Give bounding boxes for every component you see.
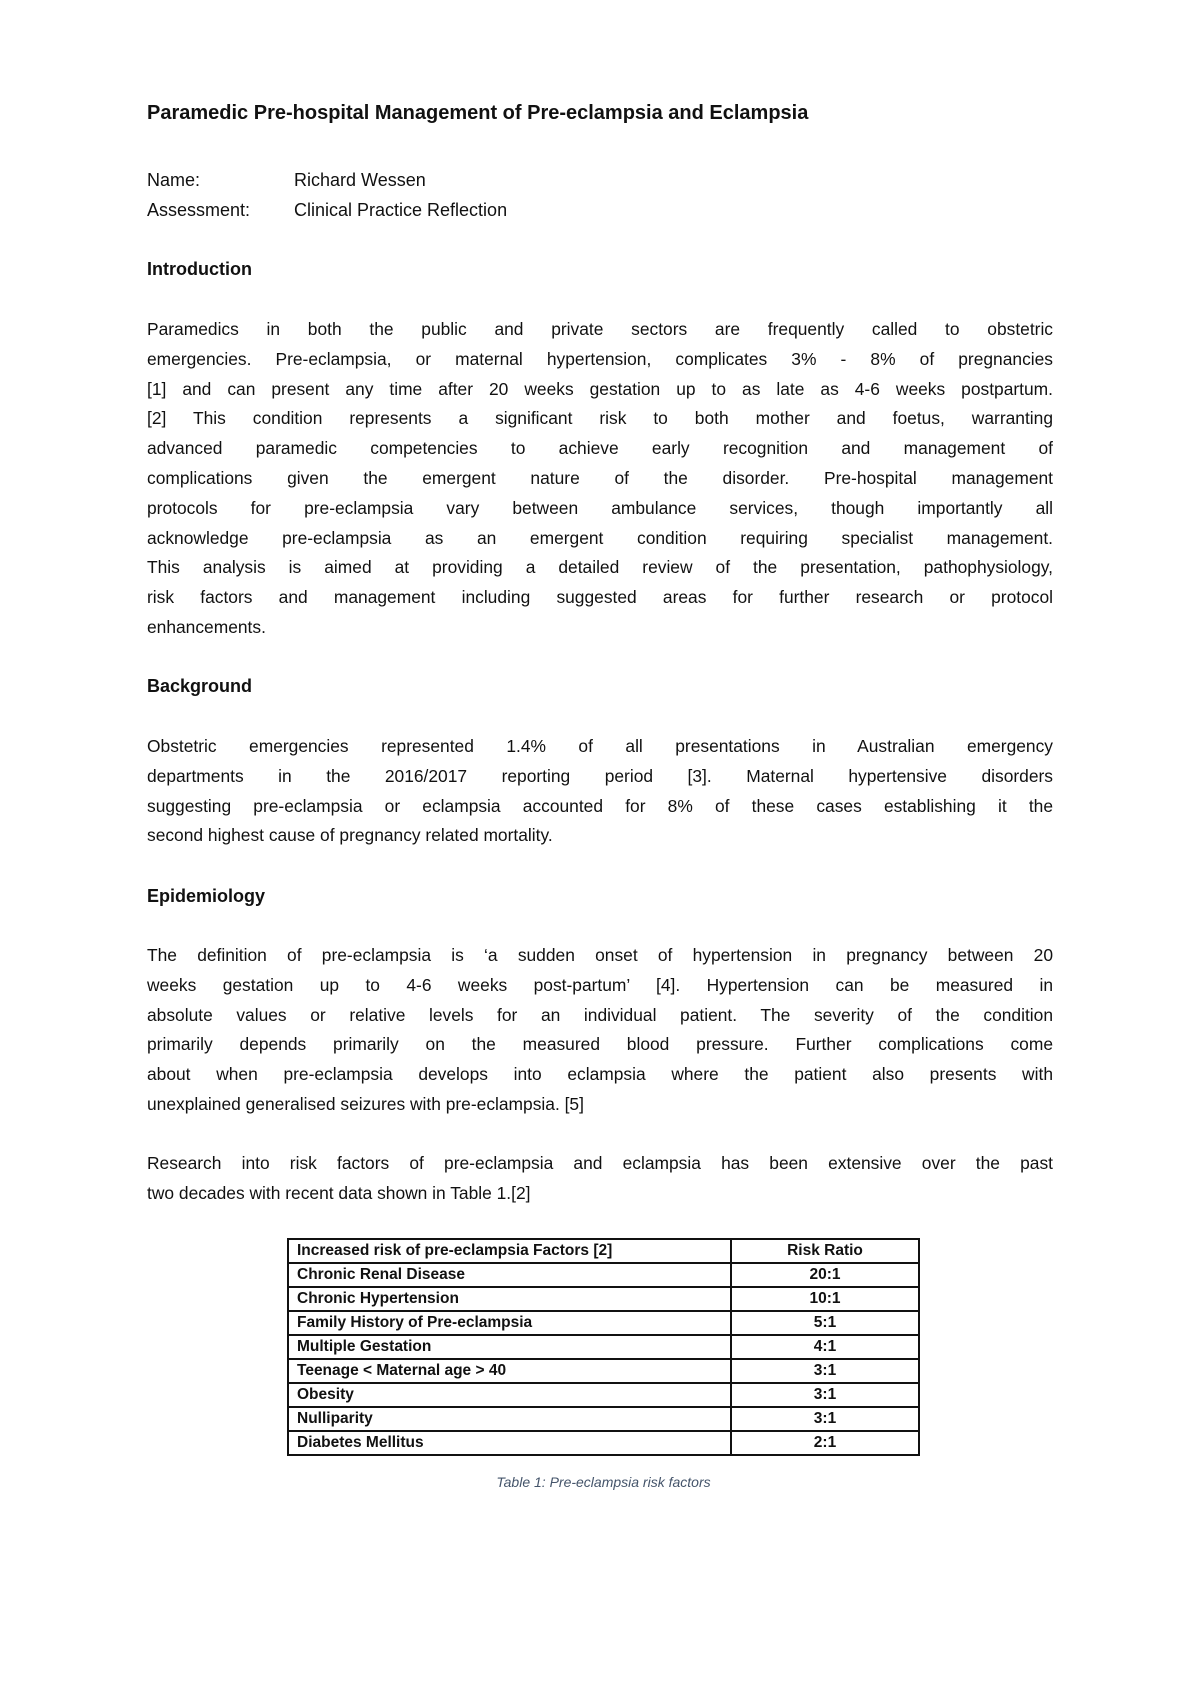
assessment-value: Clinical Practice Reflection	[294, 200, 508, 220]
text-line: two decades with recent data shown in Table 1.[2]	[147, 1182, 531, 1203]
risk-ratio-cell: 20:1	[731, 1263, 919, 1287]
table-row	[288, 1431, 919, 1455]
risk-ratio-cell: 2:1	[731, 1431, 919, 1455]
table-header-row	[288, 1239, 919, 1263]
text-line: enhancements.	[147, 616, 266, 637]
text-line: Obstetric emergencies represented 1.4% of all presentations in Australian emergency	[147, 736, 1053, 756]
risk-factor-cell: Chronic Hypertension	[288, 1287, 731, 1311]
risk-ratio-cell: 4:1	[731, 1335, 919, 1359]
text-line: Paramedics in both the public and private sectors are frequently called to obstetric	[147, 319, 1053, 339]
text-line: The definition of pre-eclampsia is ‘a sudden onset of hypertension in pregnancy between 20	[147, 945, 1053, 965]
risk-ratio-cell: 3:1	[731, 1407, 919, 1431]
risk-factors-table	[287, 1238, 920, 1456]
epidemiology-paragraph	[147, 941, 1053, 1120]
introduction-heading: Introduction	[147, 259, 252, 279]
text-line: absolute values or relative levels for an individual patient. The severity of the condition	[147, 1004, 1053, 1025]
table-row	[288, 1287, 919, 1311]
text-line: [2] This condition represents a significant risk to both mother and foetus, warranting	[147, 408, 1053, 429]
risk-ratio-cell: 3:1	[731, 1359, 919, 1383]
risk-factor-cell: Family History of Pre-eclampsia	[288, 1311, 731, 1335]
assessment-label: Assessment:	[147, 200, 251, 220]
risk-factor-cell: Multiple Gestation	[288, 1335, 731, 1359]
text-line: This analysis is aimed at providing a detailed review of the presentation, pathophysiology,	[147, 557, 1053, 578]
risk-ratio-cell: 5:1	[731, 1311, 919, 1335]
text-line: suggesting pre-eclampsia or eclampsia accounted for 8% of these cases establishing it the	[147, 795, 1053, 816]
risk-factor-cell: Obesity	[288, 1383, 731, 1407]
meta-block	[147, 165, 1053, 225]
risk-factor-cell: Diabetes Mellitus	[288, 1431, 731, 1455]
text-line: primarily depends primarily on the measured blood pressure. Further complications come	[147, 1034, 1053, 1055]
epidemiology-heading: Epidemiology	[147, 886, 266, 906]
text-line: protocols for pre-eclampsia vary between ambulance services, though importantly all	[147, 497, 1053, 518]
table-row	[288, 1263, 919, 1287]
introduction-paragraph	[147, 315, 1053, 643]
text-line: complications given the emergent nature of the disorder. Pre-hospital management	[147, 467, 1053, 488]
text-line: departments in the 2016/2017 reporting period [3]. Maternal hypertensive disorders	[147, 765, 1053, 786]
table-row	[288, 1359, 919, 1383]
text-line: emergencies. Pre-eclampsia, or maternal hypertension, complicates 3% - 8% of pregnancies	[147, 348, 1053, 369]
text-line: [1] and can present any time after 20 weeks gestation up to as late as 4-6 weeks postpartum.	[147, 378, 1053, 399]
text-line: second highest cause of pregnancy related mortality.	[147, 825, 553, 846]
assessment-row	[147, 195, 1053, 225]
text-line: unexplained generalised seizures with pre-eclampsia. [5]	[147, 1093, 584, 1114]
research-paragraph	[147, 1149, 1053, 1209]
risk-factor-cell: Nulliparity	[288, 1407, 731, 1431]
name-value: Richard Wessen	[294, 170, 426, 190]
background-heading: Background	[147, 676, 253, 696]
name-label: Name:	[147, 170, 201, 190]
risk-factor-cell: Chronic Renal Disease	[288, 1263, 731, 1287]
risk-ratio-cell: 10:1	[731, 1287, 919, 1311]
text-line: acknowledge pre-eclampsia as an emergent condition requiring specialist management.	[147, 527, 1053, 548]
text-line: advanced paramedic competencies to achieve early recognition and management of	[147, 438, 1053, 459]
header-factor: Increased risk of pre-eclampsia Factors [2]	[288, 1239, 731, 1263]
table-row	[288, 1335, 919, 1359]
name-row	[147, 165, 1053, 195]
document-title: Paramedic Pre-hospital Management of Pre-eclampsia and Eclampsia	[147, 102, 809, 124]
risk-factor-cell: Teenage < Maternal age > 40	[288, 1359, 731, 1383]
table-row	[288, 1407, 919, 1431]
text-line: about when pre-eclampsia develops into eclampsia where the patient also presents with	[147, 1064, 1053, 1085]
table-row	[288, 1383, 919, 1407]
risk-ratio-cell: 3:1	[731, 1383, 919, 1407]
text-line: risk factors and management including suggested areas for further research or protocol	[147, 587, 1053, 608]
header-risk-ratio: Risk Ratio	[731, 1239, 919, 1263]
table-caption: Table 1: Pre-eclampsia risk factors	[496, 1474, 711, 1490]
text-line: Research into risk factors of pre-eclampsia and eclampsia has been extensive over the past	[147, 1153, 1053, 1173]
text-line: weeks gestation up to 4-6 weeks post-partum’ [4]. Hypertension can be measured in	[147, 974, 1053, 995]
background-paragraph	[147, 732, 1053, 851]
table-row	[288, 1311, 919, 1335]
